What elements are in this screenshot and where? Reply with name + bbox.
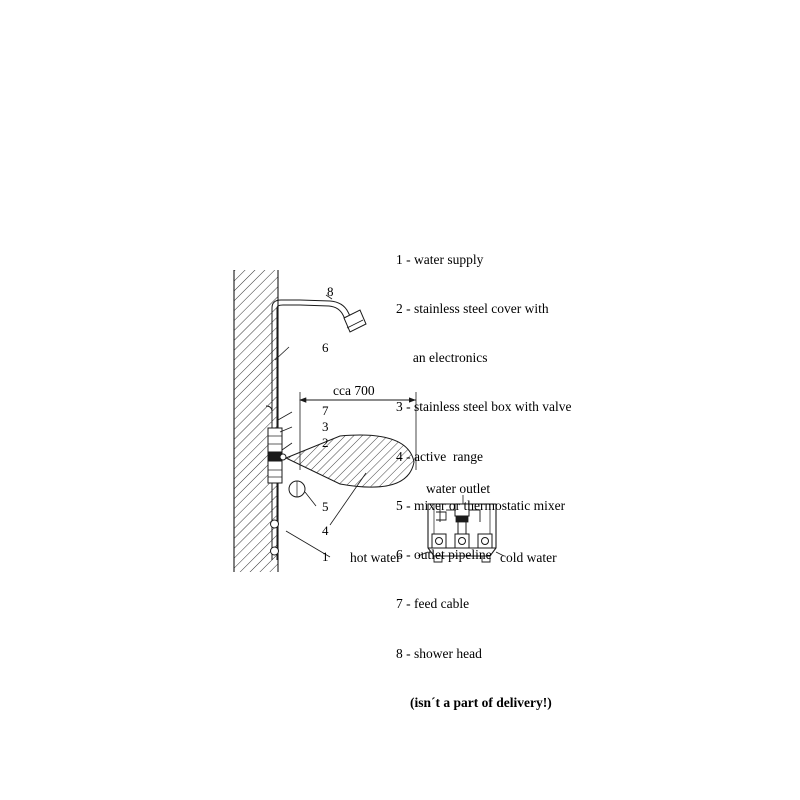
cold-water-label: cold water [500,550,557,565]
legend-item-7: 7 - feed cable [396,596,470,612]
legend-item-3: 3 - stainless steel box with valve [396,399,572,415]
dimension-label: cca 700 [333,383,375,398]
callout-3: 3 [322,419,329,434]
callout-2: 2 [322,435,329,450]
legend-item-2: 2 - stainless steel cover with [396,301,549,317]
shower-arm-and-head [300,295,366,332]
stainless-box-assembly [268,428,286,483]
legend-item-4: 4 - active range [396,448,483,464]
callout-8: 8 [327,284,334,299]
water-outlet-label: water outlet [426,481,491,496]
callout-7: 7 [322,403,329,418]
legend-item-5: 5 - mixer or thermostatic mixer [396,497,566,513]
callout-5: 5 [322,499,329,514]
callout-4: 4 [322,523,329,538]
legend-item-1: 1 - water supply [396,251,484,267]
hot-water-label: hot water [350,550,401,565]
legend-item-6: 6 - outlet pipeline [396,547,492,563]
leader-2 [282,443,292,450]
callout-1: 1 [322,549,329,564]
legend-note: (isn´t a part of delivery!) [410,694,552,710]
legend-item-8: 8 - shower head [396,645,482,661]
mixer-body [289,481,316,506]
callout-6: 6 [322,340,329,355]
active-range-cone [286,435,414,487]
legend-item-2-cont: an electronics [396,350,488,366]
